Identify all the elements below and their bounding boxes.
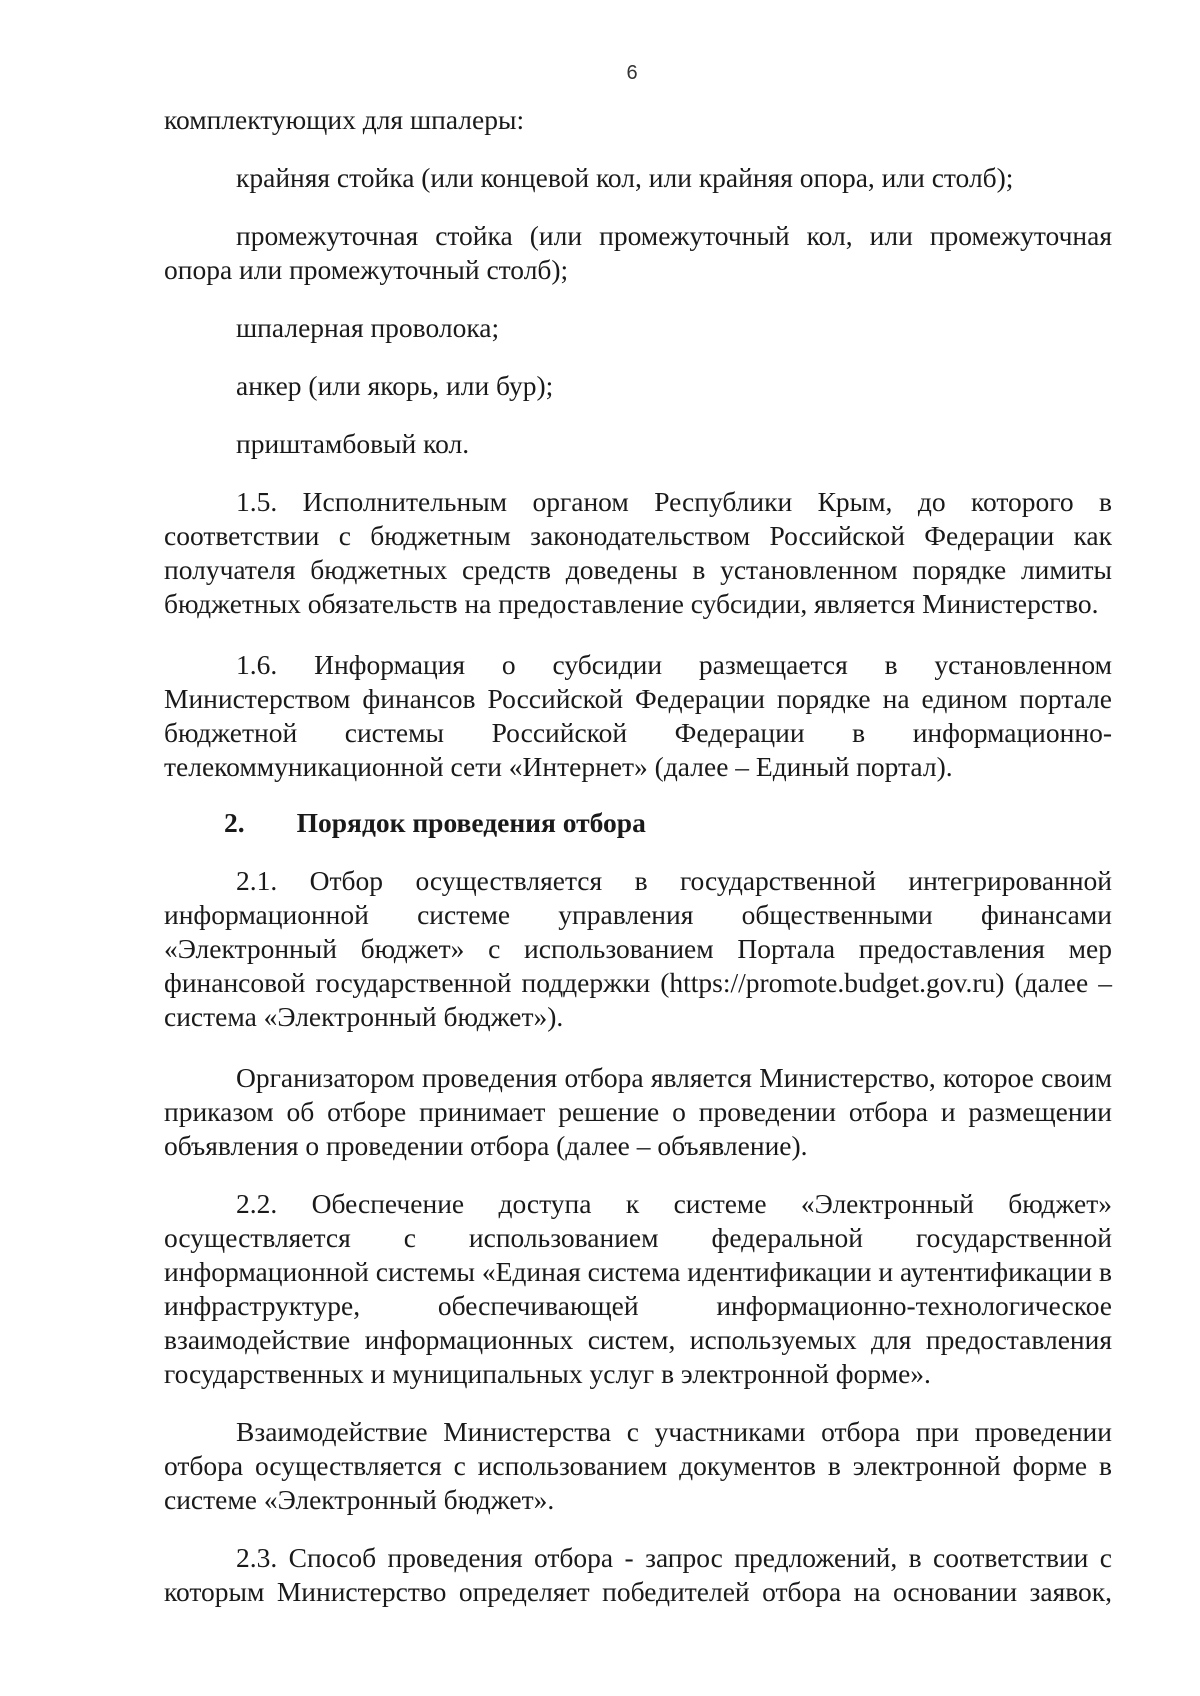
document-body <box>164 103 1112 1609</box>
paragraph-interaction: Взаимодействие Министерства с участниками отбора при проведении отбора осуществляется с использованием документов в электронной форме в системе «Электронный бюджет». <box>164 1416 1112 1515</box>
section-heading-number: 2. <box>224 807 245 838</box>
list-item-intermediate-post: промежуточная стойка (или промежуточный кол, или промежуточная опора или промежуточный столб); <box>164 220 1112 285</box>
paragraph-2-1: 2.1. Отбор осуществляется в государственной интегрированной информационной системе управления общественными финансами «Электронный бюджет» с использованием Портала предоставления мер финансовой государственной поддержки (https://promote.budget.gov.ru) (далее – система «Электронный бюджет»). <box>164 865 1112 1032</box>
list-item-stem-stake: приштамбовый кол. <box>236 428 470 459</box>
paragraph-1-5: 1.5. Исполнительным органом Республики Крым, до которого в соответствии с бюджетным законодательством Российской Федерации как получателя бюджетных средств доведены в установленном порядке лимиты бюджетных обязательств на предоставление субсидии, является Министерство. <box>164 486 1112 619</box>
section-heading-title: Порядок проведения отбора <box>296 807 646 838</box>
list-item-end-post: крайняя стойка (или концевой кол, или крайняя опора, или столб); <box>236 162 1014 193</box>
page-number: 6 <box>626 62 638 84</box>
paragraph-2-3: 2.3. Способ проведения отбора - запрос предложений, в соответствии с которым Министерство определяет победителей отбора на основании заявок, <box>164 1542 1112 1607</box>
list-item-trellis-wire: шпалерная проволока; <box>236 312 500 343</box>
paragraph-components-intro: комплектующих для шпалеры: <box>164 104 525 135</box>
paragraph-organizer: Организатором проведения отбора является Министерство, которое своим приказом об отборе принимает решение о проведении отбора и размещении объявления о проведении отбора (далее – объявление). <box>164 1062 1112 1161</box>
paragraph-2-2: 2.2. Обеспечение доступа к системе «Электронный бюджет» осуществляется с использованием федеральной государственной информационной системы «Единая система идентификации и аутентификации в инфраструктуре, обеспечивающей информационно-технологическое взаимодействие информационных систем, используемых для предоставления государственных и муниципальных услуг в электронной форме». <box>164 1188 1112 1389</box>
paragraph-1-6: 1.6. Информация о субсидии размещается в установленном Министерством финансов Российской Федерации порядке на едином портале бюджетной системы Российской Федерации в информационно-телекоммуникационной сети «Интернет» (далее – Единый портал). <box>164 649 1112 782</box>
section-heading <box>164 806 1112 840</box>
list-item-anchor: анкер (или якорь, или бур); <box>236 370 554 401</box>
